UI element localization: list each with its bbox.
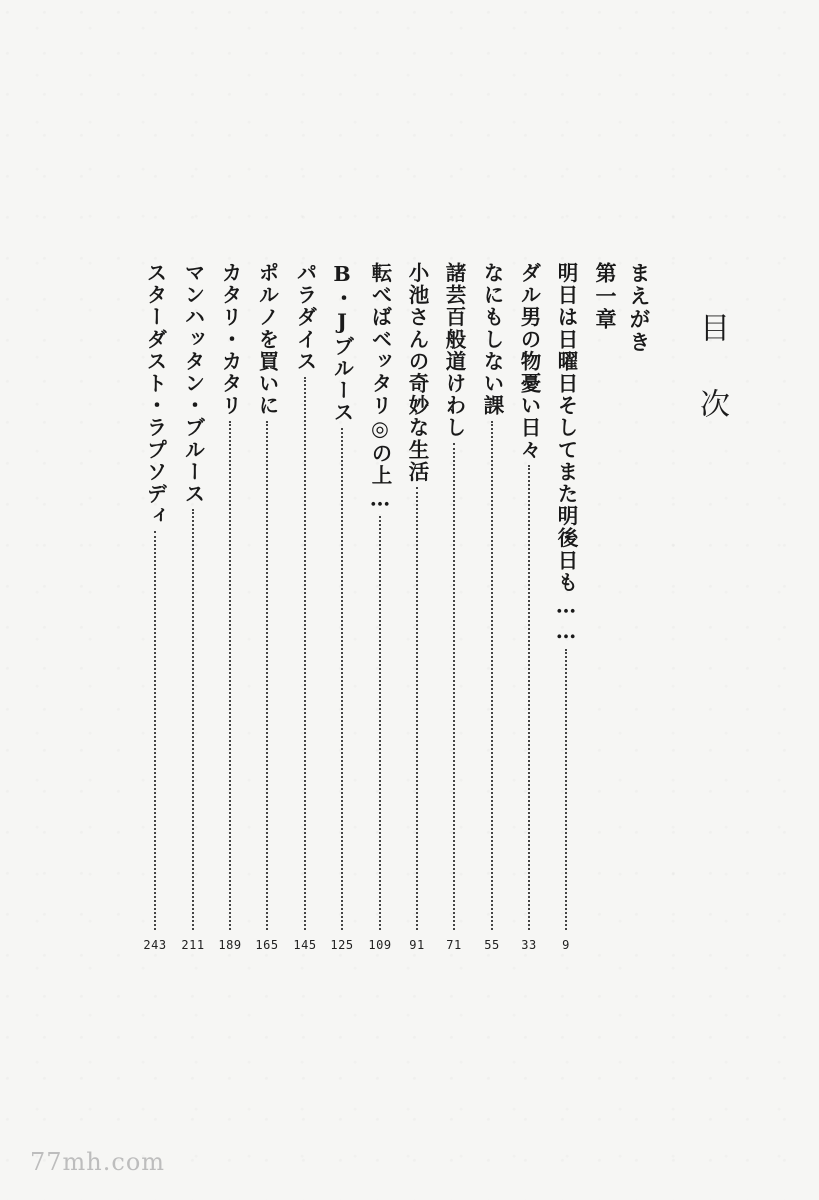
watermark: 77mh.com: [30, 1148, 166, 1176]
dot-leader: [565, 649, 567, 930]
dot-leader: [229, 421, 231, 930]
toc-entry-title: 明日は日曜日そしてまた明後日も……: [554, 262, 578, 645]
dot-leader: [266, 421, 268, 930]
toc-page-number: 211: [181, 938, 205, 952]
chapter-label: 第一章: [593, 262, 618, 331]
toc-entry[interactable]: [516, 262, 542, 930]
toc-heading: 目次: [694, 312, 729, 464]
toc-entry-title: ダル男の物憂い日々: [517, 262, 541, 461]
dot-leader: [416, 487, 418, 930]
dot-leader: [491, 421, 493, 930]
toc-page-number: 55: [484, 938, 500, 952]
toc-entry[interactable]: [292, 262, 318, 930]
toc-entry-title: マンハッタン・ブルース: [181, 262, 205, 506]
toc-entry[interactable]: [142, 262, 168, 930]
toc-entry-title: パラダイス: [293, 262, 317, 373]
toc-page-number: 71: [446, 938, 462, 952]
toc-entry-title: スターダスト・ラプソディ: [143, 262, 167, 528]
toc-page-number: 243: [143, 938, 167, 952]
toc-entry[interactable]: [404, 262, 430, 930]
toc-entry[interactable]: [180, 262, 206, 930]
toc-entry[interactable]: [329, 262, 355, 930]
preface-label: まえがき: [627, 262, 652, 354]
toc-entry-title: ポルノを買いに: [255, 262, 279, 417]
dot-leader: [192, 509, 194, 930]
toc-page-number: 91: [409, 938, 425, 952]
toc-entry[interactable]: [479, 262, 505, 930]
toc-page-number: 145: [293, 938, 317, 952]
toc-entry-title: 転べばベッタリ◎の上…: [368, 262, 392, 513]
toc-entry-title: カタリ・カタリ: [218, 262, 242, 417]
toc-entry[interactable]: [254, 262, 280, 930]
dot-leader: [528, 465, 530, 930]
toc-entry-title: 諸芸百般道けわし: [442, 262, 466, 439]
dot-leader: [341, 428, 343, 930]
toc-entry-title: 小池さんの奇妙な生活: [405, 262, 429, 483]
dot-leader: [154, 531, 156, 930]
toc-entry[interactable]: [367, 262, 393, 930]
toc-page-number: 189: [218, 938, 242, 952]
toc-page-number: 109: [368, 938, 392, 952]
dot-leader: [304, 377, 306, 931]
toc-page-number: 125: [330, 938, 354, 952]
toc-page-number: 9: [562, 938, 570, 952]
toc-entry[interactable]: [553, 262, 579, 930]
toc-entry[interactable]: [217, 262, 243, 930]
dot-leader: [379, 516, 381, 930]
dot-leader: [453, 443, 455, 930]
toc-entry[interactable]: [441, 262, 467, 930]
toc-entry-title: なにもしない課: [480, 262, 504, 417]
toc-page-number: 33: [521, 938, 537, 952]
toc-entry-title: B・Jブルース: [330, 262, 354, 424]
toc-page-number: 165: [255, 938, 279, 952]
